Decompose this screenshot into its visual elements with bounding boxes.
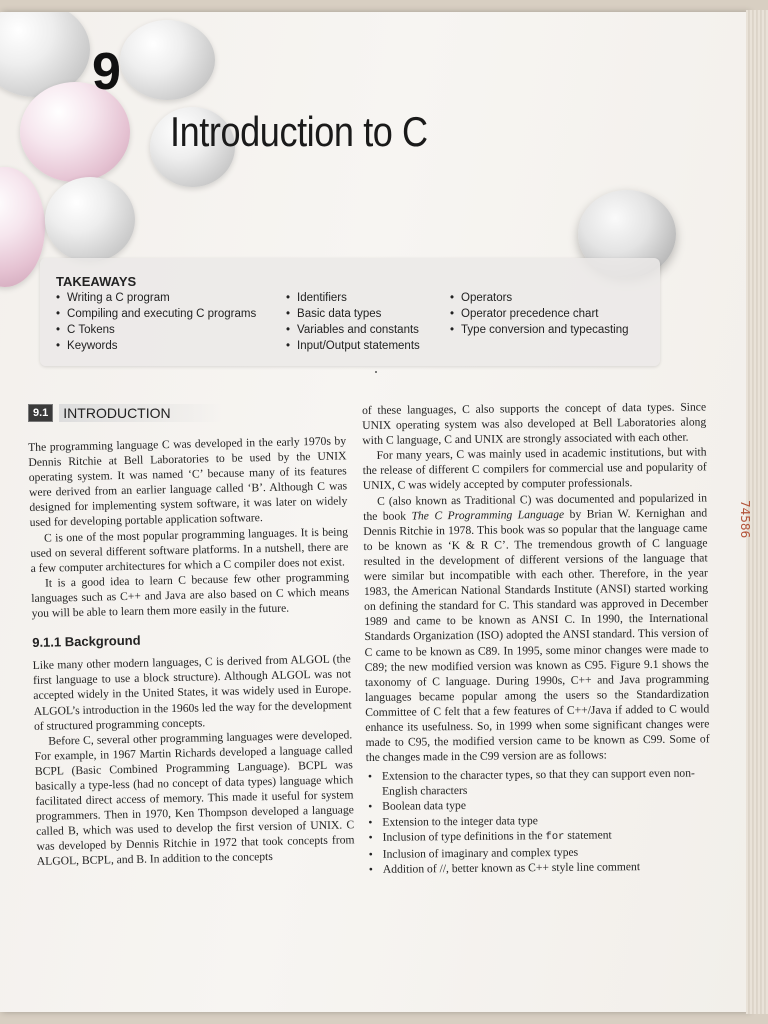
- left-column: [28, 433, 355, 869]
- paragraph: C is one of the most popular programming languages. It is being used on several different software platforms. In a nutshell, there are a few computer architectures for which a C compiler does not exist.: [30, 524, 349, 575]
- takeaways-col-2: [286, 290, 420, 354]
- takeaway-item: • Keywords: [56, 338, 256, 354]
- takeaway-item: • Input/Output statements: [286, 338, 420, 354]
- takeaway-item: • Basic data types: [286, 306, 420, 322]
- list-item: • Extension to the character types, so that they can support even non-English characters: [366, 766, 710, 800]
- text-run: by Brian W. Kernighan and Dennis Ritchie in 1978. This book was so popular that the language came to be known as ‘K & R C’. The tremendous growth of C language resulted in the development of different versions of the language that were similar but incompatible with each other. Therefore, in the year 1983, the American National Standards Institute (ANSI) started working on defining the standard for C. This standard was approved in December 1989 and came to be known as ANSI C. In 1990, the International Standards Organization (ISO) adopted the ANSI standard. This version of C came to be known as C89. In 1995, some minor changes were made to C89; the new modified version was known as C95. Figure 9.1 shows the taxonomy of C language. During 1990s, C++ and Java programming languages became popular among the users so the Standardization Committee of C felt that a few features of C++/Java if added to C would enhance its usefulness. So, in 1999 when some significant changes were made to C95, the modified version came to be known as C99. Some of the changes made in the C99 version are as follows:: [363, 506, 710, 765]
- paragraph: [363, 490, 710, 765]
- chapter-title: Introduction to C: [170, 108, 428, 155]
- c99-changes-list: [366, 766, 711, 877]
- takeaways-heading: TAKEAWAYS: [56, 274, 137, 289]
- book-title: The C Programming Language: [411, 507, 565, 523]
- takeaway-item: • Writing a C program: [56, 290, 256, 306]
- decorative-ball: [0, 167, 45, 287]
- paragraph: It is a good idea to learn C because few other programming languages such as C++ and Java are also based on C which means you will be able to learn them more easily in the future.: [31, 570, 350, 620]
- takeaway-item: • Operator precedence chart: [450, 306, 629, 322]
- paragraph: Like many other modern languages, C is derived from ALGOL (the first language to use a block structure). Although ALGOL was not accepted widely in the United States, it was widely used in Europe. ALGOL’s introduction in the 1960s led the way for the development of structured programming concepts.: [32, 652, 352, 733]
- paragraph: Before C, several other programming languages were developed. For example, in 1967 Martin Richards developed a language called BCPL (Basic Combined Programming Language). BCPL was basically a type-less (had no concept of data types) language which facilitated direct access of memory. This made it useful for system programmers. Then in 1970, Ken Thompson developed a language called B, which was used to develop the first version of UNIX. C was developed by Dennis Ritchie in 1972 that took concepts from ALGOL, BCPL, and B. In addition to the concepts: [34, 727, 355, 869]
- list-item: • Boolean data type: [366, 796, 710, 815]
- list-item: • Addition of //, better known as C++ style line comment: [367, 858, 711, 877]
- takeaways-box: [40, 258, 660, 366]
- margin-handwriting: 74586: [738, 500, 752, 539]
- subsection-heading: 9.1.1 Background: [32, 632, 141, 651]
- decorative-ball: [120, 20, 215, 100]
- list-item: • Extension to the integer data type: [366, 811, 710, 830]
- text-run: Inclusion of type definitions in the: [382, 828, 546, 844]
- list-item: • Inclusion of imaginary and complex types: [367, 843, 711, 862]
- paragraph: of these languages, C also supports the concept of data types. Since UNIX operating system was also developed at Bell Laboratories along with C language, C and UNIX are strongly associated with each other.: [362, 400, 707, 448]
- takeaway-item: • Operators: [450, 290, 629, 306]
- takeaways-col-3: [450, 290, 629, 338]
- right-column: [362, 399, 711, 876]
- text-run: statement: [564, 828, 612, 842]
- paragraph: The programming language C was developed in the early 1970s by Dennis Ritchie at Bell Laboratories to be used by the UNIX operating system. It was named ‘C’ because many of its features were derived from an earlier language called ‘B’. Although C was designed for implementing system software, it was later on widely used for developing portable application software.: [28, 434, 348, 530]
- takeaway-item: • Type conversion and typecasting: [450, 322, 629, 338]
- decorative-ball: [45, 177, 135, 262]
- takeaway-item: • Compiling and executing C programs: [56, 306, 256, 322]
- section-title: INTRODUCTION: [59, 404, 220, 422]
- takeaway-item: • C Tokens: [56, 322, 256, 338]
- code-keyword: for: [545, 830, 565, 843]
- takeaways-col-1: [56, 290, 256, 354]
- section-heading: [28, 404, 221, 422]
- takeaway-item: • Variables and constants: [286, 322, 420, 338]
- chapter-number: 9: [92, 43, 119, 101]
- paragraph: For many years, C was mainly used in academic institutions, but with the release of different C compilers for commercial use and popularity of UNIX, C was widely accepted by computer professionals.: [362, 445, 707, 493]
- text-run: C (also known as Traditional C) was documented and popularized in the book: [363, 490, 708, 523]
- ink-dot: [375, 371, 377, 373]
- takeaway-item: • Identifiers: [286, 290, 420, 306]
- section-number: 9.1: [28, 404, 53, 422]
